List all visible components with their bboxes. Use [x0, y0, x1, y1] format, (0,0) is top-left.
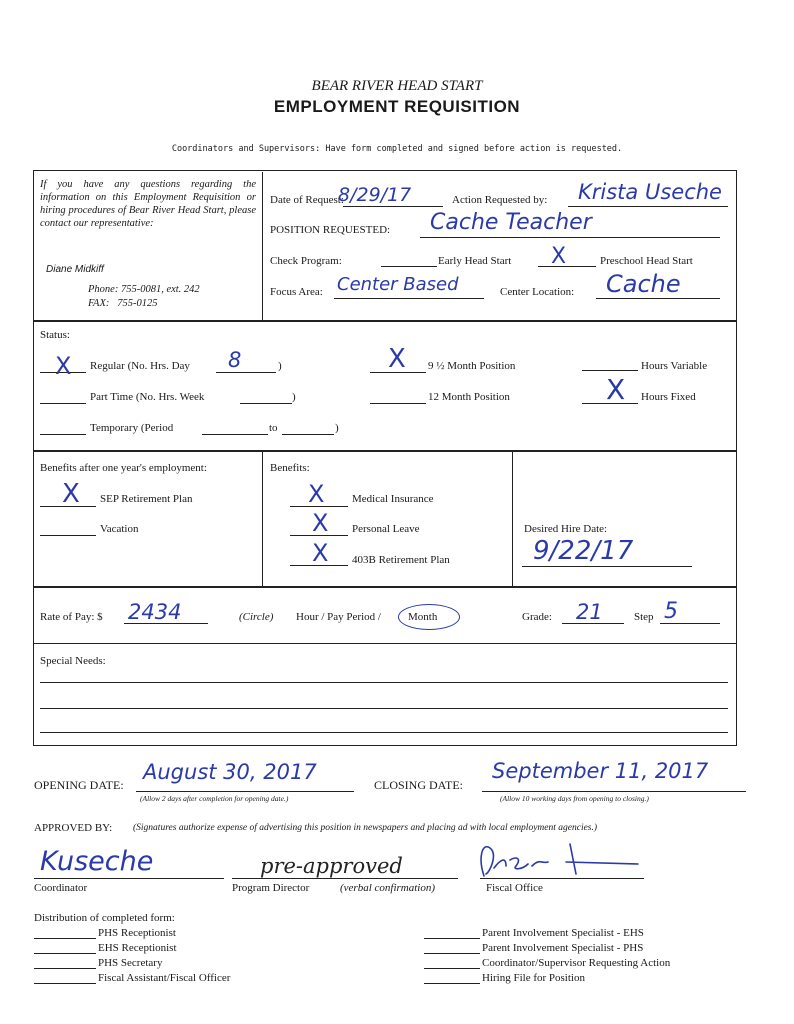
temporary-paren: ): [335, 422, 339, 434]
director-note: (verbal confirmation): [340, 882, 436, 894]
status-title: Status:: [40, 329, 70, 341]
retirement-label: 403B Retirement Plan: [352, 554, 450, 566]
personal-leave-label: Personal Leave: [352, 523, 420, 535]
check-program-label: Check Program:: [270, 255, 342, 267]
form-instruction: Coordinators and Supervisors: Have form completed and signed before action is requested.: [171, 144, 623, 154]
month-circle: [398, 604, 460, 630]
approved-by-note: (Signatures authorize expense of advertising this position in newspapers and placing ad with local employment agencies.): [133, 823, 598, 833]
opening-date-label: OPENING DATE:: [34, 778, 124, 792]
nine-half-checkmark: X: [388, 344, 406, 374]
month-label: Month: [408, 611, 438, 623]
form-title: EMPLOYMENT REQUISITION: [273, 97, 521, 116]
phs-checkmark: X: [551, 244, 567, 269]
action-requested-label: Action Requested by:: [452, 194, 548, 206]
regular-paren: ): [278, 360, 282, 372]
regular-hours-value: 8: [228, 348, 242, 372]
grade-label: Grade:: [522, 611, 552, 623]
focus-area-value: Center Based: [337, 274, 459, 295]
contact-phone: Phone: 755-0081, ext. 242: [88, 284, 200, 295]
rate-value: 2434: [128, 600, 182, 624]
director-signature: pre-approved: [260, 854, 403, 878]
phs-label: Preschool Head Start: [600, 255, 693, 267]
contact-name: Diane Midkiff: [46, 264, 104, 275]
hours-fixed-label: Hours Fixed: [641, 391, 696, 403]
coordinator-label: Coordinator: [34, 882, 88, 894]
hours-variable-label: Hours Variable: [641, 360, 708, 372]
org-name: BEAR RIVER HEAD START: [311, 78, 483, 94]
closing-date-label: CLOSING DATE:: [374, 778, 463, 792]
coordinator-signature: Kuseche: [40, 846, 154, 877]
hours-fixed-checkmark: X: [606, 373, 626, 406]
closing-date-value: September 11, 2017: [492, 759, 709, 783]
fiscal-office-signature: [470, 838, 640, 880]
hire-date-label: Desired Hire Date:: [524, 523, 608, 535]
parttime-label: Part Time (No. Hrs. Week: [90, 391, 205, 403]
benefits-title: Benefits:: [270, 462, 310, 474]
center-location-label: Center Location:: [500, 286, 575, 298]
dist-right-item: Hiring File for Position: [482, 972, 585, 984]
contact-fax: FAX: 755-0125: [88, 298, 158, 309]
dist-right-item: Parent Involvement Specialist - EHS: [482, 927, 644, 939]
temporary-label: Temporary (Period: [90, 422, 174, 434]
hire-date-value: 9/22/17: [533, 536, 634, 566]
rate-label: Rate of Pay: $: [40, 611, 103, 623]
action-requested-value: Krista Useche: [578, 180, 722, 204]
regular-checkmark: X: [55, 352, 72, 380]
opening-date-note: (Allow 2 days after completion for opening date.): [140, 794, 289, 803]
regular-label: Regular (No. Hrs. Day: [90, 360, 190, 372]
special-needs-title: Special Needs:: [40, 655, 106, 667]
director-label: Program Director: [232, 882, 310, 894]
position-label: POSITION REQUESTED:: [270, 224, 391, 236]
closing-date-note: (Allow 10 working days from opening to closing.): [500, 794, 649, 803]
hour-pay-period-label: Hour / Pay Period /: [296, 611, 381, 623]
focus-area-label: Focus Area:: [270, 286, 323, 298]
ehs-label: Early Head Start: [438, 255, 512, 267]
sep-label: SEP Retirement Plan: [100, 493, 193, 505]
benefits-after-year-title: Benefits after one year's employment:: [40, 462, 207, 474]
medical-label: Medical Insurance: [352, 493, 434, 505]
parttime-paren: ): [292, 391, 296, 403]
retirement-checkmark: X: [312, 539, 329, 567]
personal-leave-checkmark: X: [312, 509, 329, 537]
opening-date-value: August 30, 2017: [143, 760, 317, 784]
date-request-label: Date of Request:: [270, 194, 344, 206]
distribution-title: Distribution of completed form:: [34, 912, 175, 924]
dist-left-item: Fiscal Assistant/Fiscal Officer: [98, 972, 231, 984]
dist-right-item: Coordinator/Supervisor Requesting Action: [482, 957, 671, 969]
center-location-value: Cache: [606, 270, 681, 298]
grade-value: 21: [576, 600, 603, 624]
position-value: Cache Teacher: [430, 210, 592, 235]
step-value: 5: [664, 599, 678, 624]
medical-checkmark: X: [308, 480, 325, 508]
contact-instructions: If you have any questions regarding the information on this Employment Requisition or hiring procedures of Bear River Head Start, please contact our representative:: [40, 179, 256, 229]
nine-half-label: 9 ½ Month Position: [428, 360, 516, 372]
fiscal-office-label: Fiscal Office: [486, 882, 543, 894]
dist-left-item: PHS Secretary: [98, 957, 163, 969]
sep-checkmark: X: [62, 479, 80, 509]
vacation-label: Vacation: [100, 523, 139, 535]
dist-left-item: EHS Receptionist: [98, 942, 177, 954]
date-request-value: 8/29/17: [338, 184, 412, 206]
approved-by-label: APPROVED BY:: [34, 822, 113, 834]
twelve-month-label: 12 Month Position: [428, 391, 510, 403]
circle-label: (Circle): [239, 611, 274, 623]
dist-left-item: PHS Receptionist: [98, 927, 176, 939]
dist-right-item: Parent Involvement Specialist - PHS: [482, 942, 644, 954]
step-label: Step: [634, 611, 654, 623]
to-label: to: [269, 422, 278, 434]
